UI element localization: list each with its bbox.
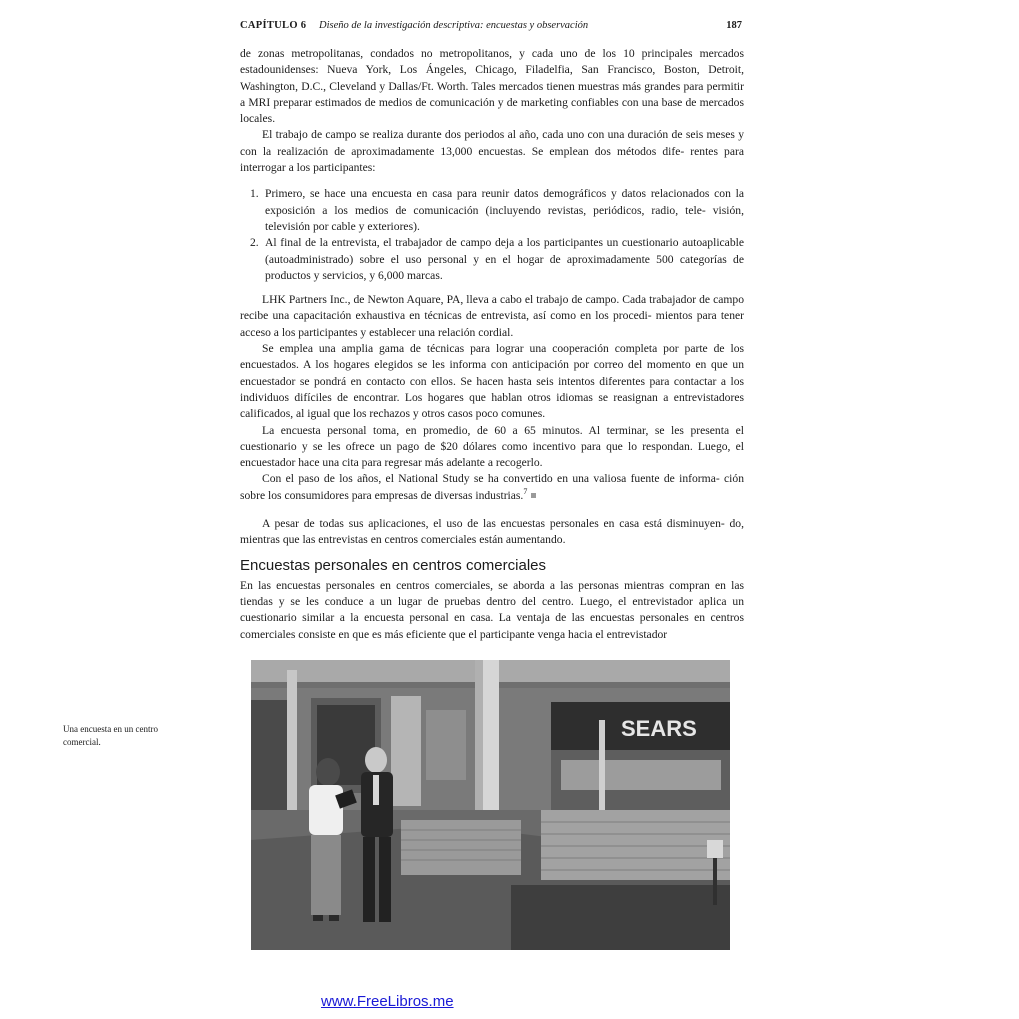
list-number: 2. [250, 236, 259, 250]
paragraph-8: En las encuestas personales en centros comerciales, se aborda a las personas mientras compran en las tiendas y se les conduce a un lugar de pruebas dentro del centro. Luego, el entrevistador aplica un cuestionario similar a la encuesta personal en casa. La ventaja de las encuestas personales en centros comerciales consiste en que es más eficiente que el participante venga hacia el entrevistador [240, 578, 744, 641]
section-heading: Encuestas personales en centros comerciales [240, 556, 546, 574]
paragraph-5: La encuesta personal toma, en promedio, de 60 a 65 minutos. Al terminar, se les presenta el cuestionario y se les ofrece un pago de $20 dólares como incentivo para que lo respondan. Luego, el encuestador hace una cita para regresar más adelante a recogerlo. [240, 423, 744, 470]
chapter-title: Diseño de la investigación descriptiva: encuestas y observación [319, 20, 589, 31]
paragraph-4: Se emplea una amplia gama de técnicas para lograr una cooperación completa por parte de los encuestados. A los hogares elegidos se les informa con anticipación por correo del momento en que un encuestador se pondrá en contacto con ellos. Se hacen hasta seis intentos diferentes para contactar a los individuos difíciles de encontrar. Los hogares que hablan otros idiomas se reasignan a entrevistadores calificados, al igual que los rechazos y otros casos poco comunes. [240, 342, 744, 421]
freelibros-link[interactable]: www.FreeLibros.me [321, 993, 454, 1010]
numbered-list [240, 186, 744, 284]
paragraph-6-text: Con el paso de los años, el National Study se ha convertido en una valiosa fuente de informa- ción sobre los consumidores para empresas de diversas industrias. [240, 472, 744, 502]
list-item-text: Al final de la entrevista, el trabajador de campo deja a los participantes un cuestionario autoaplicable (autoadministrado) sobre el uso personal y en el hogar de aproximadamente 500 categorías de productos y servicios, y 6,000 marcas. [265, 236, 744, 282]
paragraph-6 [240, 471, 744, 504]
end-marker-icon [531, 493, 536, 498]
list-item-text: Primero, se hace una encuesta en casa para reunir datos demográficos y datos relacionados con la exposición a los medios de comunicación (incluyendo revistas, periódicos, radio, tele- visión, televisión por cable y exteriores). [265, 187, 744, 233]
running-header [240, 20, 744, 36]
chapter-label: CAPÍTULO 6 [240, 20, 307, 31]
list-number: 1. [250, 187, 259, 201]
paragraph-7: A pesar de todas sus aplicaciones, el uso de las encuestas personales en casa está disminuyen- do, mientras que las entrevistas en centros comerciales están aumentando. [240, 517, 744, 547]
list-item [240, 186, 744, 235]
paragraph-1: de zonas metropolitanas, condados no metropolitanos, y cada uno de los 10 principales mercados estadounidenses: Nueva York, Los Ángeles, Chicago, Filadelfia, San Francisco, Boston, Detroit, Washington, D.C., Cleveland y Dallas/Ft. Worth. Tales mercados tienen muestras más grandes para permitir a MRI preparar estimados de medios de comunicación y de marketing confiables con una base de mercados locales. [240, 47, 744, 126]
spacer [240, 504, 744, 516]
paragraph-2: El trabajo de campo se realiza durante dos periodos al año, cada uno con una duración de seis meses y con la realización de aproximadamente 13,000 encuestas. Se emplean dos métodos dife- rentes para interrogar a los participantes: [240, 128, 744, 175]
main-text [240, 46, 744, 643]
footnote-ref: 7 [523, 486, 528, 496]
list-item [240, 235, 744, 284]
paragraph-3: LHK Partners Inc., de Newton Aquare, PA, lleva a cabo el trabajo de campo. Cada trabajador de campo recibe una capacitación exhaustiva en técnicas de entrevista, así como en los procedi- mientos para tener acceso a los participantes y establecer una relación cordial. [240, 293, 744, 339]
figure-caption: Una encuesta en un centro comercial. [63, 724, 158, 747]
store-sign: SEARS [621, 716, 697, 741]
page-number: 187 [726, 20, 742, 31]
mall-survey-photo [251, 660, 730, 950]
photo-illustration [251, 660, 730, 950]
